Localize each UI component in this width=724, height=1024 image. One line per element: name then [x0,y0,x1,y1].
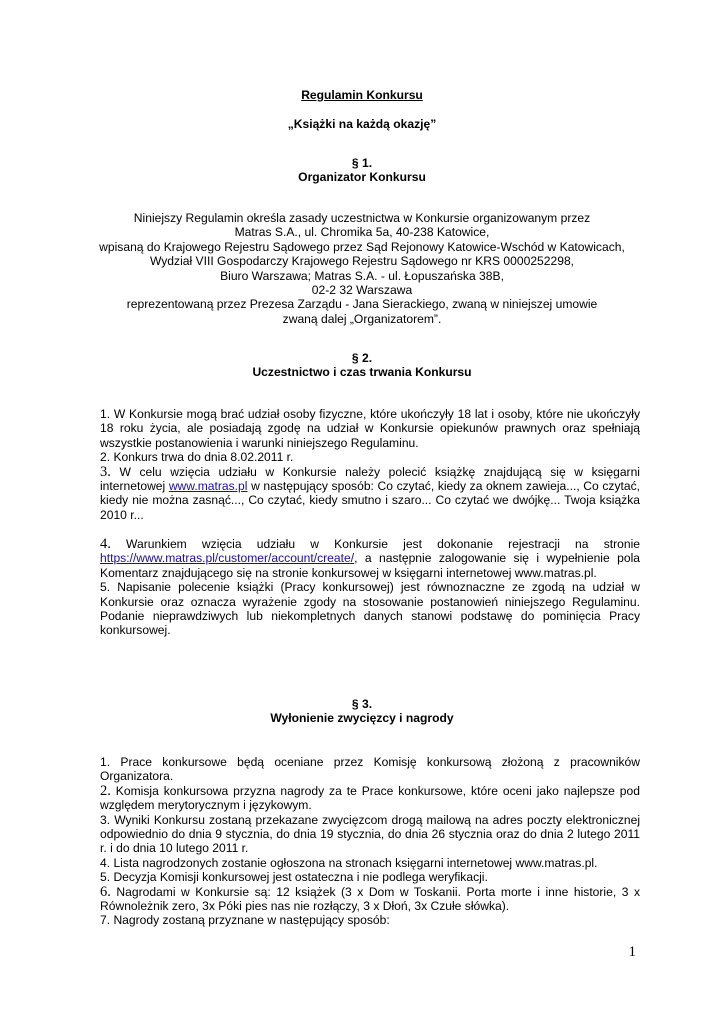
section-2-body-a [100,407,640,522]
intro-line: reprezentowaną przez Prezesa Zarządu - Jana Sierackiego, zwaną w niniejszej umowie [126,297,598,312]
item-text: Warunkiem wzięcia udziału w Konkursie jest dokonanie rejestracji na stronie [110,537,640,551]
item-text: w następujący sposób: Co czytać, kiedy za oknem zawieja..., Co czytać, kiedy nie można zasnąć..., Co czytać, kiedy smutno i szaro... Co czytać we dwójkę... Twoja książka 2010 r... [100,479,641,522]
list-item: 4. Lista nagrodzonych zostanie ogłoszona na stronach księgarni internetowej www.matras.pl. [100,855,598,870]
section-1-heading: Organizator Konkursu [298,170,426,184]
registration-link[interactable]: https://www.matras.pl/customer/account/create/ [100,551,355,566]
section-2-heading: Uczestnictwo i czas trwania Konkursu [252,365,472,379]
list-item [100,537,640,580]
section-2-number: § 2. [351,351,373,365]
list-item [100,885,640,914]
list-item: 7. Nagrody zostaną przyznane w następujący sposób: [100,913,390,928]
item-text: Nagrodami w Konkursie są: 12 książek (3 x Dom w Toskanii. Porta morte i inne historie, 3 x Równoleżnik zero, 3x Póki pies nas nie rozłączy, 3 x Dłoń, 3x Czułe słówka). [100,884,640,914]
list-item: 5. Napisanie polecenie książki (Pracy konkursowej) jest równoznaczne ze zgodą na udział w Konkursie oraz oznacza wyrażenie zgody na stosowanie postanowień niniejszego Regulaminu. Podanie nieprawdziwych lub niekompletnych danych stanowi podstawę do pominięcia Pracy konkursowej. [100,580,640,638]
intro-line: wpisaną do Krajowego Rejestru Sądowego przez Sąd Rejonowy Katowice-Wschód w Katowicach, [99,239,625,254]
list-item: 1. W Konkursie mogą brać udział osoby fizyczne, które ukończyły 18 lat i osoby, które nie ukończyły 18 roku życia, ale posiadają zgodę na udział w Konkursie opiekunów prawnych oraz spełniają wszystkie postanowienia i warunki niniejszego Regulaminu. [100,407,640,450]
document-subtitle: „Książki na każdą okazję” [287,117,437,131]
section-3-body [100,755,640,928]
intro-line: Wydział VIII Gospodarczy Krajowego Rejestru Sądowego nr KRS 0000252298, [149,254,575,269]
item-text: Komisja konkursowa przyzna nagrody za te Prace konkursowe, które oceni jako najlepsze pod względem merytorycznym i językowym. [100,783,640,813]
section-3-number: § 3. [351,697,373,711]
list-item: 2. Konkurs trwa do dnia 8.02.2011 r. [100,450,294,465]
intro-line: zwaną dalej „Organizatorem”. [282,311,442,326]
item-number: 4. [100,536,111,552]
intro-line: Biuro Warszawa; Matras S.A. - ul. Łopuszańska 38B, [220,268,504,283]
intro-line: Matras S.A., ul. Chromika 5a, 40-238 Katowice, [234,225,490,240]
document-title: Regulamin Konkursu [301,88,423,102]
item-number: 3. [100,463,111,480]
intro-line: 02-2 32 Warszawa [311,283,413,298]
organizer-info [90,211,634,326]
list-item: 5. Decyzja Komisji konkursowej jest ostateczna i nie podlega weryfikacji. [100,870,488,885]
list-item [100,784,640,813]
item-number: 6. [100,883,111,900]
list-item: 1. Prace konkursowe będą oceniane przez Komisję konkursową złożoną z pracowników Organizatora. [100,755,640,784]
list-item [100,465,640,523]
page-number: 1 [628,944,636,960]
item-text: W celu wzięcia udziału w Konkursie należy polecić książkę znajdującą się w księgarni internetowej [100,464,640,494]
list-item: 3. Wyniki Konkursu zostaną przekazane zwycięzcom drogą mailową na adres poczty elektronicznej odpowiednio do dnia 9 stycznia, do dnia 19 stycznia, do dnia 26 stycznia oraz do dnia 2 lutego 2011 r. i do dnia 10 lutego 2011 r. [100,812,640,856]
item-number: 2. [100,782,111,799]
item-text: , a następnie zalogowanie się i wypełnienie pola Komentarz znajdującego się na stronie konkursowej w księgarni internetowej www.matras.pl. [100,551,640,580]
section-1-number: § 1. [351,156,373,170]
section-3-heading: Wyłonienie zwycięzcy i nagrody [270,711,454,725]
section-2-body-b [100,537,640,638]
intro-line: Niniejszy Regulamin określa zasady uczestnictwa w Konkursie organizowanym przez [133,211,591,225]
matras-link[interactable]: www.matras.pl [168,479,248,494]
